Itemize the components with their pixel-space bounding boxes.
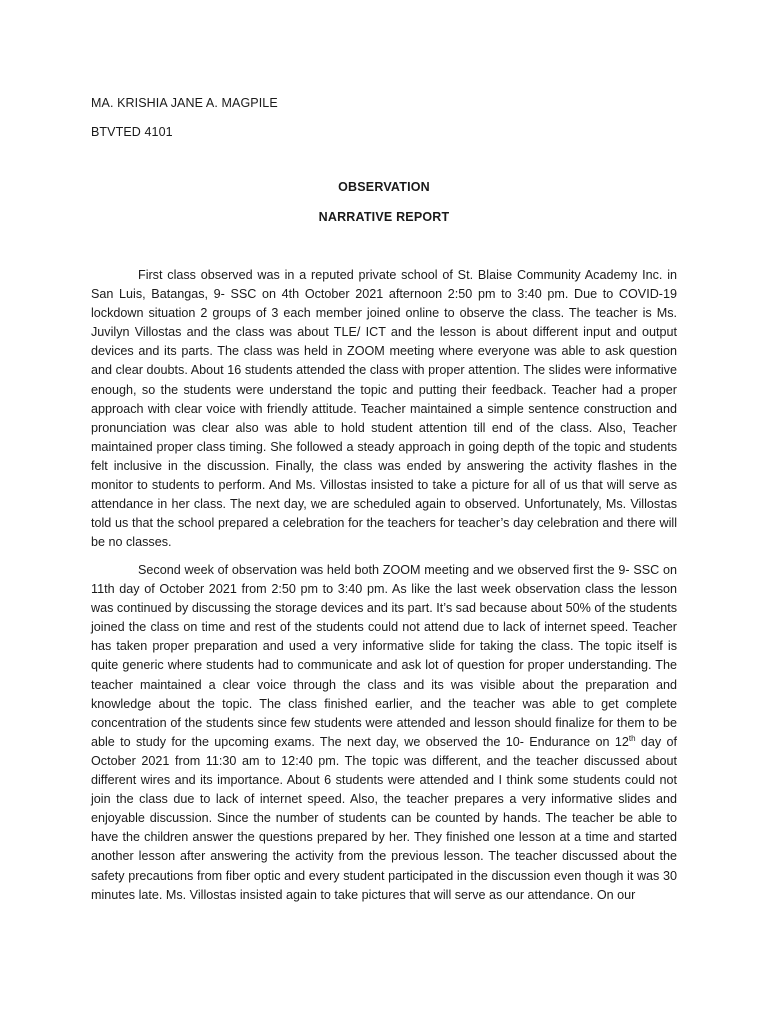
report-title-observation: OBSERVATION — [338, 180, 430, 194]
paragraph-second-week-part2: day of October 2021 from 11:30 am to 12:40 pm. The topic was different, and the teacher discussed about different wires and its importance. About 6 students were attended and I think some students could not join the class due to lack of internet speed. Also, the teacher prepares a very informative slides and enjoyable discussion. Since the number of students can be counted by hands. The teacher be able to have the children answer the questions prepared by her. They finished one lesson at a time and started another lesson after answering the activity from the previous lesson. The teacher discussed about the safety precautions from fiber optic and every student participated in the discussion even though it was 30 minutes late. Ms. Villostas insisted again to take pictures that will serve as our attendance. On our — [91, 734, 677, 902]
paragraph-first-class: First class observed was in a reputed private school of St. Blaise Community Academy Inc. in San Luis, Batangas, 9- SSC on 4th October 2021 afternoon 2:50 pm to 3:40 pm. Due to COVID-19 lockdown situation 2 groups of 3 each member joined online to observe the class. The teacher is Ms. Juvilyn Villostas and the class was about TLE/ ICT and the lesson is about different input and output devices and its parts. The class was held in ZOOM meeting where everyone was able to ask question and clear doubts. About 16 students attended the class with proper attention. The slides were informative enough, so the students were understand the topic and putting their feedback. Teacher had a proper approach with clear voice with friendly attitude. Teacher maintained a simple sentence construction and pronunciation was clear also was able to hold student attention till end of the class. Also, Teacher maintained proper class timing. She followed a steady approach in going depth of the topic and students felt inclusive in the discussion. Finally, the class was ended by answering the activity flashes in the monitor to students to perform. And Ms. Villostas insisted to take a picture for all of us that will serve as attendance in her class. The next day, we are scheduled again to observed. Unfortunately, Ms. Villostas told us that the school prepared a celebration for the teachers for teacher’s day celebration and there will be no classes. — [91, 268, 677, 550]
ordinal-superscript: th — [628, 733, 636, 743]
course-code: BTVTED 4101 — [91, 125, 173, 139]
paragraph-second-week-part1: Second week of observation was held both ZOOM meeting and we observed first the 9- SSC on 11th day of October 2021 from 2:50 pm to 3:40 pm. As like the last week observation class the lesson was continued by discussing the storage devices and its part. It’s sad because about 50% of the students joined the class on time and rest of the students could not attend due to lack of internet speed. Teacher has taken proper preparation and used a very informative slide for taking the class. The topic itself is quite generic where students had to communicate and ask lot of question for proper understanding. The teacher maintained a clear voice through the class and its was visible about the preparation and knowledge about the topic. The class finished earlier, and the teacher was able to get complete concentration of the students since few students were attended and lesson should finalize for them to be able to study for the upcoming exams. The next day, we observed the 10- Endurance on 12 — [91, 563, 677, 749]
paragraph-second-week — [91, 561, 677, 905]
author-name: MA. KRISHIA JANE A. MAGPILE — [91, 96, 278, 110]
report-title-narrative: NARRATIVE REPORT — [318, 210, 450, 224]
